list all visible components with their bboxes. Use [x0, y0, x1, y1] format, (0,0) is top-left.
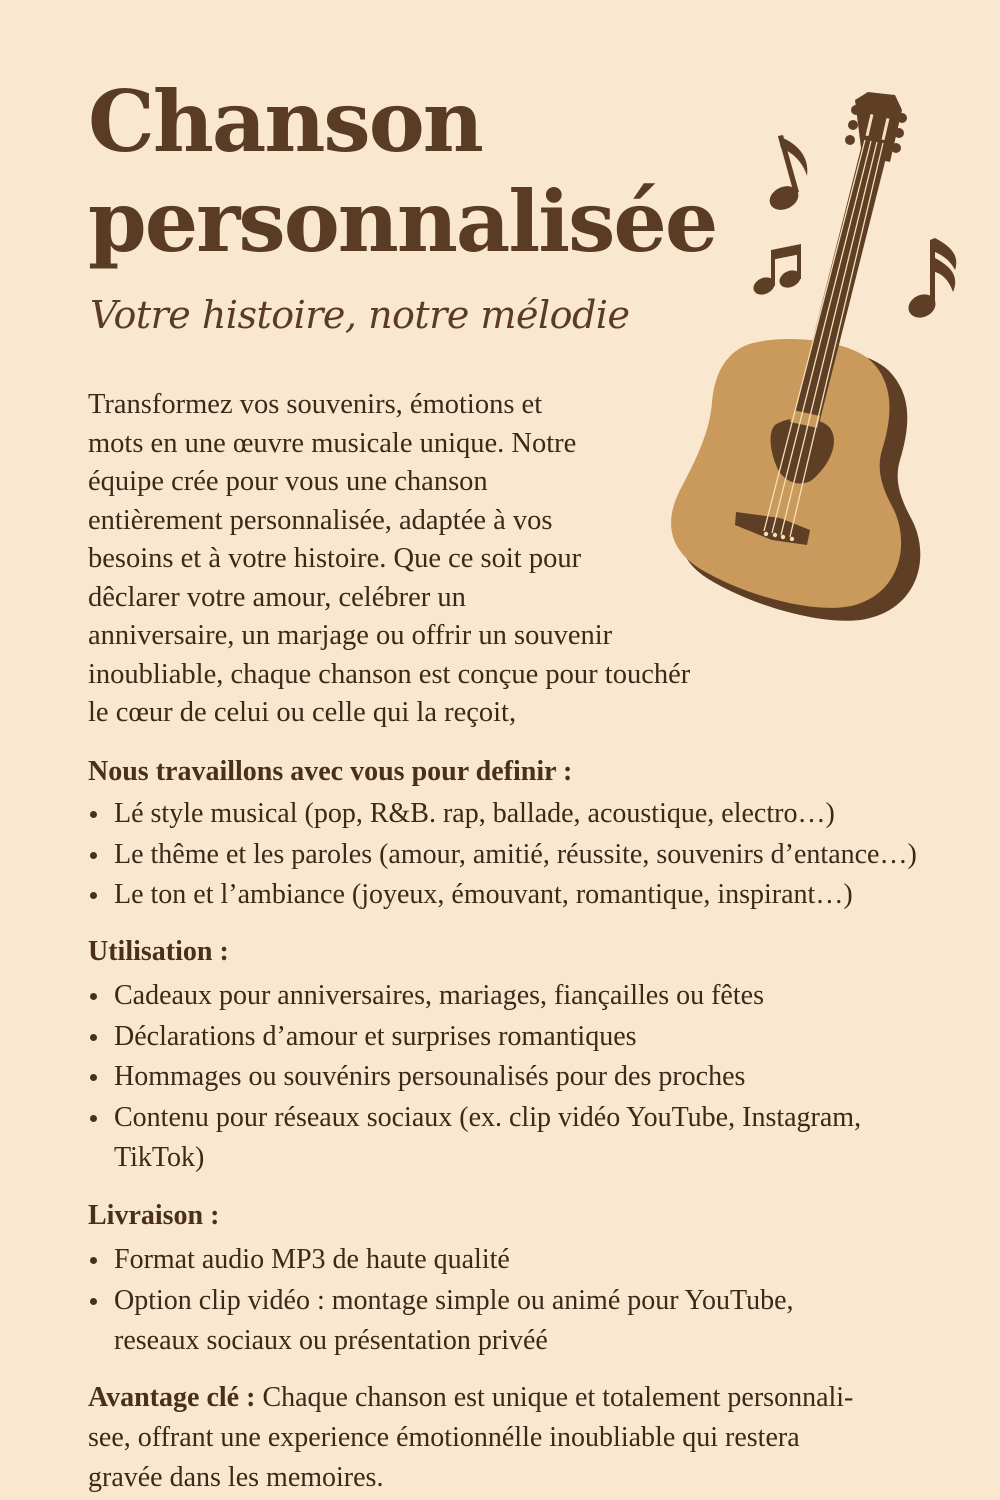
music-note-icon	[766, 135, 808, 214]
beamed-notes-icon	[751, 244, 804, 298]
section-heading: Nous travaillons avec vous pour definir :	[88, 756, 573, 787]
section-delivery	[88, 1196, 978, 1362]
list-item-text: Contenu pour réseaux sociaux (ex. clip vidéo YouTube, Instagram,	[114, 1101, 862, 1133]
bullet-icon	[90, 852, 97, 859]
subtitle: Votre histoire, notre mélodie	[90, 293, 630, 337]
list-item-text-continued: TikTok)	[114, 1142, 205, 1173]
list-item-text: Le thême et les paroles (amour, amitié, réussite, souvenirs d’entance…)	[114, 838, 917, 870]
intro-line: Transformez vos souvenirs, émotions et	[88, 389, 543, 420]
list-item	[88, 1240, 978, 1281]
page-title	[88, 72, 716, 272]
section-usage	[88, 932, 978, 1179]
bullet-icon	[90, 892, 97, 899]
advantage-line-2: see, offrant une experience émotionnélle inoubliable qui restera	[88, 1422, 800, 1453]
intro-line: dêclarer votre amour, celébrer un	[88, 581, 466, 613]
section-heading: Utilisation :	[88, 936, 229, 967]
usage-list	[88, 976, 978, 1179]
sixteenth-note-icon	[905, 238, 957, 322]
bullet-icon	[90, 993, 97, 1000]
guitar-illustration	[650, 80, 990, 680]
list-item	[88, 976, 978, 1017]
list-item-text: Le ton et l’ambiance (joyeux, émouvant, romantique, inspirant…)	[114, 879, 853, 910]
list-item-text: Lé style musical (pop, R&B. rap, ballade, acoustique, electro…)	[114, 798, 835, 829]
advantage-label: Avantage clé :	[88, 1382, 256, 1413]
list-item-text: Déclarations d’amour et surprises romantiques	[114, 1020, 637, 1052]
title-line-2: personnalisée	[88, 172, 717, 271]
list-item	[88, 1281, 978, 1362]
advantage-paragraph	[88, 1378, 968, 1498]
bullet-icon	[90, 1034, 97, 1041]
advantage-line-1	[88, 1378, 968, 1418]
intro-line: inoubliable, chaque chanson est conçue pour touchér	[88, 658, 691, 690]
list-item	[88, 1057, 978, 1098]
list-item-text: Cadeaux pour anniversaires, mariages, fiançailles ou fêtes	[114, 980, 764, 1011]
bullet-icon	[90, 1074, 97, 1081]
title-line-1: Chanson	[88, 72, 482, 171]
intro-line: mots en une œuvre musicale unique. Notre	[88, 427, 577, 459]
list-item	[88, 1098, 978, 1179]
list-item-text: Hommages ou souvénirs persounalisés pour des proches	[114, 1061, 746, 1092]
intro-line: besoins et à votre histoire. Que ce soit pour	[88, 543, 582, 574]
bullet-icon	[90, 1115, 97, 1122]
guitar-icon	[671, 92, 920, 621]
bullet-icon	[90, 811, 97, 818]
define-list	[88, 794, 978, 916]
intro-line: équipe crée pour vous une chanson	[88, 466, 488, 497]
list-item	[88, 1017, 978, 1058]
section-define	[88, 752, 978, 916]
bullet-icon	[90, 1257, 97, 1264]
list-item	[88, 794, 978, 835]
advantage-text: Chaque chanson est unique et totalement personnali-	[255, 1382, 854, 1413]
delivery-list	[88, 1240, 978, 1362]
bullet-icon	[90, 1298, 97, 1305]
section-heading: Livraison :	[88, 1200, 220, 1231]
intro-line: anniversaire, un marjage ou offrir un souvenir	[88, 620, 613, 651]
list-item	[88, 875, 978, 916]
intro-line: le cœur de celui ou celle qui la reçoit,	[88, 697, 517, 728]
advantage-line-3: gravée dans les memoires.	[88, 1462, 384, 1493]
list-item-text: Option clip vidéo : montage simple ou animé pour YouTube,	[114, 1284, 794, 1316]
list-item	[88, 835, 978, 876]
list-item-text: Format audio MP3 de haute qualité	[114, 1244, 510, 1275]
intro-line: entièrement personnalisée, adaptée à vos	[88, 504, 553, 536]
list-item-text-continued: reseaux sociaux ou présentation privéé	[114, 1325, 548, 1356]
